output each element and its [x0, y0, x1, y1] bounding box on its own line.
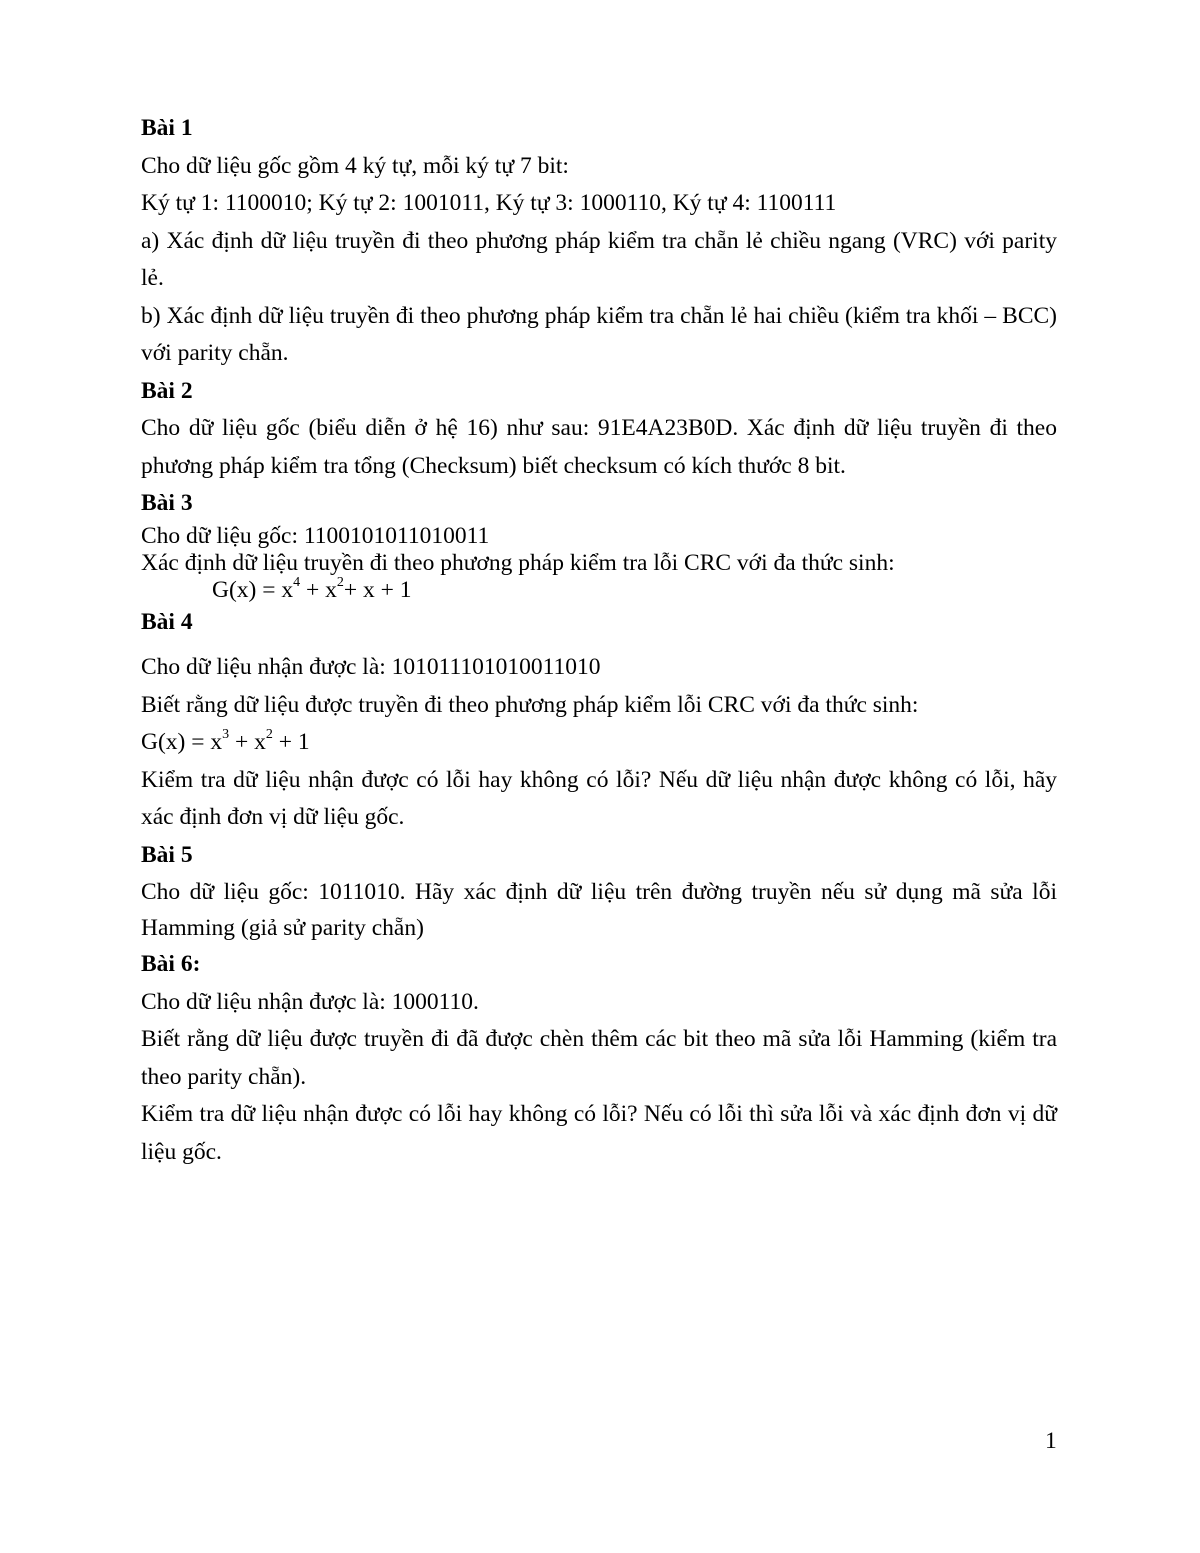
bai3-polynomial	[141, 574, 1057, 604]
bai3-poly-exp1: 4	[293, 574, 301, 590]
bai4-poly-exp2: 2	[265, 727, 273, 743]
page-content	[141, 110, 1057, 1171]
bai4-poly-t2: + 1	[272, 729, 310, 755]
bai5-text: Cho dữ liệu gốc: 1011010. Hãy xác định dữ liệu trên đường truyền nếu sử dụng mã sửa lỗi Hamming (giả sử parity chẵn)	[141, 879, 1057, 941]
bai1-part-a: a) Xác định dữ liệu truyền đi theo phương pháp kiểm tra chẵn lẻ chiều ngang (VRC) với parity lẻ.	[141, 227, 1057, 291]
bai1-intro: Cho dữ liệu gốc gồm 4 ký tự, mỗi ký tự 7 bit:	[141, 152, 569, 179]
bai3-data: Cho dữ liệu gốc: 1100101011010011	[141, 522, 490, 549]
bai1-part-b: b) Xác định dữ liệu truyền đi theo phương pháp kiểm tra chẵn lẻ hai chiều (kiểm tra khối – BCC) với parity chẵn.	[141, 302, 1057, 366]
bai6-question: Kiểm tra dữ liệu nhận được có lỗi hay không có lỗi? Nếu có lỗi thì sửa lỗi và xác định đơn vị dữ liệu gốc.	[141, 1101, 1057, 1165]
bai3-heading: Bài 3	[141, 490, 193, 516]
bai3-poly-g: G(x) = x	[212, 576, 294, 603]
bai4-data: Cho dữ liệu nhận được là: 101011101010011010	[141, 654, 601, 680]
page-number: 1	[1045, 1428, 1057, 1454]
bai4-question: Kiểm tra dữ liệu nhận được có lỗi hay không có lỗi? Nếu dữ liệu nhận được không có lỗi, hãy xác định đơn vị dữ liệu gốc.	[141, 766, 1057, 830]
bai3-text: Xác định dữ liệu truyền đi theo phương pháp kiểm tra lỗi CRC với đa thức sinh:	[141, 549, 895, 576]
bai4-polynomial	[141, 724, 1057, 762]
bai4-text: Biết rằng dữ liệu được truyền đi theo phương pháp kiểm lỗi CRC với đa thức sinh:	[141, 691, 919, 718]
bai3-poly-t2: + x + 1	[343, 576, 412, 603]
bai2-heading: Bài 2	[141, 377, 193, 404]
bai1-heading: Bài 1	[141, 115, 193, 141]
bai3-poly-exp2: 2	[336, 574, 344, 590]
bai6-text: Biết rằng dữ liệu được truyền đi đã được chèn thêm các bit theo mã sửa lỗi Hamming (kiểm tra theo parity chẵn).	[141, 1026, 1057, 1090]
bai4-poly-g: G(x) = x	[141, 729, 223, 755]
bai4-poly-t1: + x	[229, 729, 266, 755]
bai2-text: Cho dữ liệu gốc (biểu diễn ở hệ 16) như sau: 91E4A23B0D. Xác định dữ liệu truyền đi theo phương pháp kiểm tra tổng (Checksum) biết checksum có kích thước 8 bit.	[141, 415, 1057, 479]
bai5-heading: Bài 5	[141, 841, 193, 868]
bai6-data: Cho dữ liệu nhận được là: 1000110.	[141, 988, 479, 1015]
bai4-heading: Bài 4	[141, 608, 193, 635]
bai3-poly-t1: + x	[300, 576, 337, 603]
bai1-chars: Ký tự 1: 1100010; Ký tự 2: 1001011, Ký tự 3: 1000110, Ký tự 4: 1100111	[141, 190, 837, 216]
bai4-poly-exp1: 3	[222, 727, 230, 743]
bai6-heading: Bài 6:	[141, 951, 201, 977]
